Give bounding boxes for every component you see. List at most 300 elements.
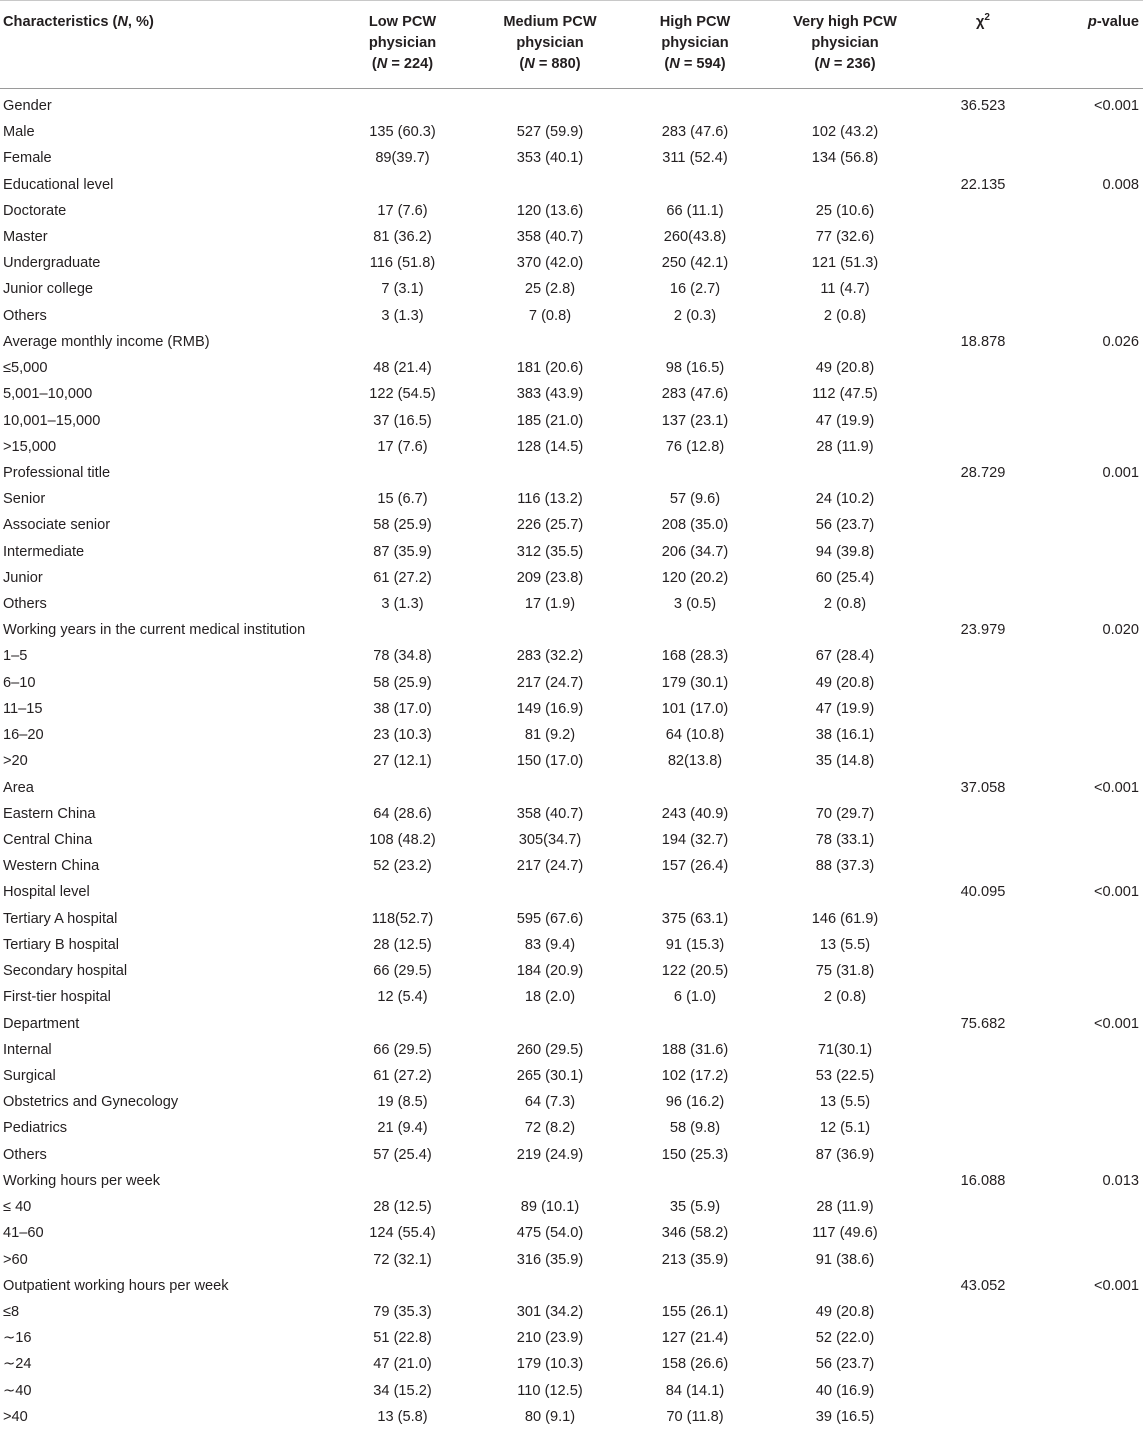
cell-p-value: 0.008 bbox=[1102, 176, 1139, 193]
cell-low-pcw: 58 (25.9) bbox=[373, 674, 432, 691]
row-label: Associate senior bbox=[3, 517, 111, 534]
cell-chi-square: 43.052 bbox=[960, 1277, 1006, 1294]
table-row bbox=[0, 879, 1143, 905]
table-row bbox=[0, 1351, 1143, 1377]
cell-low-pcw: 21 (9.4) bbox=[377, 1120, 428, 1137]
cell-very-high-pcw: 28 (11.9) bbox=[816, 438, 874, 455]
cell-medium-pcw: 110 (12.5) bbox=[517, 1382, 583, 1399]
cell-medium-pcw bbox=[465, 1010, 635, 1036]
cell-very-high-pcw: 52 (22.0) bbox=[815, 1330, 875, 1347]
cell-low-pcw: 7 (3.1) bbox=[381, 281, 424, 298]
cell-p-value bbox=[1031, 1351, 1143, 1377]
cell-medium-pcw bbox=[465, 460, 635, 486]
cell-medium-pcw bbox=[465, 329, 635, 355]
table-row bbox=[0, 1168, 1143, 1194]
cell-p-value bbox=[1031, 512, 1143, 538]
cell-low-pcw: 61 (27.2) bbox=[373, 1067, 432, 1084]
cell-very-high-pcw: 91 (38.6) bbox=[815, 1251, 875, 1268]
table-row bbox=[0, 171, 1143, 197]
cell-chi-square bbox=[935, 355, 1031, 381]
row-label: Western China bbox=[3, 858, 100, 875]
cell-chi-square bbox=[935, 250, 1031, 276]
cell-medium-pcw: 116 (13.2) bbox=[517, 491, 583, 508]
cell-chi-square bbox=[935, 224, 1031, 250]
cell-chi-square bbox=[935, 407, 1031, 433]
cell-very-high-pcw: 39 (16.5) bbox=[815, 1408, 875, 1425]
cell-chi-square bbox=[935, 722, 1031, 748]
cell-low-pcw: 13 (5.8) bbox=[377, 1408, 428, 1425]
cell-high-pcw: 102 (17.2) bbox=[661, 1067, 729, 1084]
cell-low-pcw: 116 (51.8) bbox=[369, 255, 436, 272]
cell-very-high-pcw: 49 (20.8) bbox=[815, 674, 875, 691]
cell-medium-pcw bbox=[465, 171, 635, 197]
cell-medium-pcw: 283 (32.2) bbox=[516, 648, 584, 665]
cell-p-value bbox=[1031, 1220, 1143, 1246]
table-row bbox=[0, 119, 1143, 145]
table-body bbox=[0, 89, 1143, 1430]
cell-medium-pcw: 184 (20.9) bbox=[516, 963, 584, 980]
cell-very-high-pcw: 38 (16.1) bbox=[815, 727, 875, 744]
row-label: 1–5 bbox=[3, 648, 28, 665]
cell-p-value bbox=[1031, 119, 1143, 145]
row-label: Internal bbox=[3, 1041, 52, 1058]
cell-p-value bbox=[1031, 565, 1143, 591]
cell-chi-square: 40.095 bbox=[960, 884, 1006, 901]
cell-medium-pcw: 181 (20.6) bbox=[516, 360, 584, 377]
cell-chi-square: 36.523 bbox=[960, 98, 1006, 114]
cell-very-high-pcw: 25 (10.6) bbox=[815, 202, 875, 219]
cell-chi-square: 18.878 bbox=[960, 333, 1006, 350]
cell-very-high-pcw: 2 (0.8) bbox=[823, 596, 867, 613]
row-label: >40 bbox=[3, 1408, 28, 1425]
cell-high-pcw: 58 (9.8) bbox=[669, 1120, 721, 1137]
cell-low-pcw bbox=[340, 329, 465, 355]
cell-low-pcw: 34 (15.2) bbox=[373, 1382, 432, 1399]
cell-high-pcw: 6 (1.0) bbox=[673, 989, 717, 1006]
cell-very-high-pcw: 146 (61.9) bbox=[811, 910, 879, 927]
table-row bbox=[0, 565, 1143, 591]
cell-p-value: <0.001 bbox=[1093, 884, 1139, 901]
cell-high-pcw: 91 (15.3) bbox=[665, 936, 725, 953]
row-label: ∼16 bbox=[3, 1330, 32, 1347]
cell-high-pcw bbox=[635, 1168, 755, 1194]
cell-high-pcw bbox=[635, 329, 755, 355]
cell-p-value: 0.026 bbox=[1102, 333, 1139, 350]
table-row bbox=[0, 1246, 1143, 1272]
cell-low-pcw: 37 (16.5) bbox=[373, 412, 432, 429]
cell-high-pcw bbox=[635, 617, 755, 643]
row-label: 41–60 bbox=[3, 1225, 44, 1242]
cell-very-high-pcw: 112 (47.5) bbox=[812, 386, 878, 403]
cell-chi-square bbox=[935, 276, 1031, 302]
cell-medium-pcw: 316 (35.9) bbox=[516, 1251, 584, 1268]
cell-medium-pcw bbox=[465, 617, 635, 643]
header-high-pcw: High PCW physician (N = 594) bbox=[635, 1, 755, 89]
cell-chi-square bbox=[935, 1037, 1031, 1063]
cell-very-high-pcw: 47 (19.9) bbox=[815, 700, 875, 717]
cell-p-value bbox=[1031, 1142, 1143, 1168]
cell-low-pcw bbox=[340, 879, 465, 905]
cell-chi-square bbox=[935, 1325, 1031, 1351]
cell-very-high-pcw: 53 (22.5) bbox=[815, 1067, 875, 1084]
table-row bbox=[0, 984, 1143, 1010]
cell-chi-square bbox=[935, 958, 1031, 984]
cell-very-high-pcw bbox=[755, 1010, 935, 1036]
cell-p-value bbox=[1031, 1037, 1143, 1063]
cell-low-pcw: 135 (60.3) bbox=[369, 124, 436, 141]
cell-high-pcw bbox=[635, 460, 755, 486]
cell-low-pcw bbox=[340, 460, 465, 486]
table-row bbox=[0, 539, 1143, 565]
cell-medium-pcw: 81 (9.2) bbox=[524, 727, 576, 744]
header-low-pcw: Low PCW physician (N = 224) bbox=[340, 1, 465, 89]
table-row bbox=[0, 1037, 1143, 1063]
cell-high-pcw bbox=[635, 171, 755, 197]
cell-medium-pcw: 128 (14.5) bbox=[516, 438, 584, 455]
cell-chi-square: 37.058 bbox=[960, 779, 1006, 796]
table-row bbox=[0, 1378, 1143, 1404]
table-row bbox=[0, 145, 1143, 171]
cell-low-pcw: 58 (25.9) bbox=[373, 517, 432, 534]
cell-p-value: 0.020 bbox=[1102, 622, 1139, 639]
cell-p-value bbox=[1031, 958, 1143, 984]
cell-low-pcw: 81 (36.2) bbox=[373, 228, 432, 245]
cell-p-value bbox=[1031, 145, 1143, 171]
cell-p-value bbox=[1031, 355, 1143, 381]
cell-very-high-pcw bbox=[755, 879, 935, 905]
cell-chi-square: 28.729 bbox=[960, 464, 1006, 481]
row-label: Doctorate bbox=[3, 202, 67, 219]
header-medium-pcw: Medium PCW physician (N = 880) bbox=[465, 1, 635, 89]
table-row bbox=[0, 276, 1143, 302]
header-very-high-pcw: Very high PCW physician (N = 236) bbox=[755, 1, 935, 89]
cell-very-high-pcw: 134 (56.8) bbox=[811, 150, 879, 167]
table-row bbox=[0, 381, 1143, 407]
table-row bbox=[0, 1194, 1143, 1220]
cell-chi-square: 75.682 bbox=[960, 1015, 1006, 1032]
cell-low-pcw: 66 (29.5) bbox=[373, 1041, 432, 1058]
row-label: Master bbox=[3, 228, 48, 245]
row-label: Working hours per week bbox=[3, 1172, 161, 1189]
cell-low-pcw: 118(52.7) bbox=[371, 910, 434, 927]
cell-low-pcw: 28 (12.5) bbox=[373, 936, 432, 953]
cell-very-high-pcw: 2 (0.8) bbox=[823, 307, 867, 324]
cell-low-pcw: 12 (5.4) bbox=[377, 989, 428, 1006]
table-row bbox=[0, 1089, 1143, 1115]
table-header bbox=[0, 1, 1143, 89]
row-label: Eastern China bbox=[3, 805, 96, 822]
cell-medium-pcw: 83 (9.4) bbox=[524, 936, 576, 953]
cell-chi-square bbox=[935, 1246, 1031, 1272]
cell-high-pcw: 150 (25.3) bbox=[661, 1146, 729, 1163]
cell-p-value bbox=[1031, 1115, 1143, 1141]
cell-very-high-pcw: 47 (19.9) bbox=[815, 412, 875, 429]
cell-very-high-pcw: 56 (23.7) bbox=[815, 1356, 875, 1373]
cell-p-value: <0.001 bbox=[1093, 1015, 1139, 1032]
cell-very-high-pcw: 78 (33.1) bbox=[815, 832, 875, 849]
row-label: Central China bbox=[3, 832, 93, 849]
row-label: 11–15 bbox=[3, 700, 43, 717]
cell-p-value bbox=[1031, 827, 1143, 853]
cell-chi-square bbox=[935, 198, 1031, 224]
cell-high-pcw bbox=[635, 89, 755, 120]
cell-medium-pcw: 358 (40.7) bbox=[516, 228, 584, 245]
cell-low-pcw: 15 (6.7) bbox=[377, 491, 428, 508]
table-row bbox=[0, 1115, 1143, 1141]
cell-high-pcw: 101 (17.0) bbox=[661, 700, 729, 717]
cell-medium-pcw: 595 (67.6) bbox=[516, 910, 584, 927]
cell-p-value bbox=[1031, 303, 1143, 329]
cell-medium-pcw: 64 (7.3) bbox=[524, 1094, 576, 1111]
cell-chi-square bbox=[935, 565, 1031, 591]
row-label: Secondary hospital bbox=[3, 963, 128, 980]
cell-chi-square: 22.135 bbox=[960, 176, 1006, 193]
row-label: Undergraduate bbox=[3, 255, 101, 272]
cell-high-pcw: 194 (32.7) bbox=[661, 832, 729, 849]
cell-very-high-pcw bbox=[755, 1168, 935, 1194]
cell-very-high-pcw bbox=[755, 774, 935, 800]
cell-low-pcw bbox=[340, 1010, 465, 1036]
cell-p-value bbox=[1031, 1299, 1143, 1325]
cell-very-high-pcw: 24 (10.2) bbox=[815, 491, 875, 508]
cell-very-high-pcw: 88 (37.3) bbox=[815, 858, 875, 875]
row-label: Working years in the current medical institution bbox=[3, 622, 306, 639]
table-row bbox=[0, 1325, 1143, 1351]
cell-chi-square bbox=[935, 906, 1031, 932]
cell-very-high-pcw: 87 (36.9) bbox=[815, 1146, 875, 1163]
table-row bbox=[0, 434, 1143, 460]
cell-p-value bbox=[1031, 696, 1143, 722]
cell-chi-square bbox=[935, 1142, 1031, 1168]
table-row bbox=[0, 250, 1143, 276]
cell-chi-square bbox=[935, 748, 1031, 774]
row-label: Educational level bbox=[3, 176, 114, 193]
cell-p-value bbox=[1031, 643, 1143, 669]
cell-p-value bbox=[1031, 748, 1143, 774]
cell-high-pcw: 64 (10.8) bbox=[665, 727, 725, 744]
cell-low-pcw: 38 (17.0) bbox=[373, 700, 432, 717]
cell-p-value bbox=[1031, 381, 1143, 407]
table-row bbox=[0, 1299, 1143, 1325]
table-row bbox=[0, 748, 1143, 774]
row-label: 5,001–10,000 bbox=[3, 386, 93, 403]
row-label: Others bbox=[3, 307, 47, 324]
cell-chi-square bbox=[935, 643, 1031, 669]
cell-high-pcw: 57 (9.6) bbox=[669, 491, 721, 508]
cell-chi-square bbox=[935, 303, 1031, 329]
table-row bbox=[0, 329, 1143, 355]
cell-chi-square bbox=[935, 1089, 1031, 1115]
table-row bbox=[0, 906, 1143, 932]
cell-medium-pcw: 149 (16.9) bbox=[516, 700, 584, 717]
cell-very-high-pcw bbox=[755, 171, 935, 197]
cell-high-pcw: 82(13.8) bbox=[667, 753, 723, 770]
cell-medium-pcw: 217 (24.7) bbox=[516, 674, 584, 691]
cell-p-value bbox=[1031, 722, 1143, 748]
cell-medium-pcw: 226 (25.7) bbox=[516, 517, 584, 534]
table-row bbox=[0, 198, 1143, 224]
row-label: Outpatient working hours per week bbox=[3, 1277, 229, 1294]
cell-chi-square bbox=[935, 670, 1031, 696]
table-row bbox=[0, 722, 1143, 748]
cell-very-high-pcw: 102 (43.2) bbox=[811, 124, 879, 141]
cell-chi-square bbox=[935, 1378, 1031, 1404]
cell-p-value bbox=[1031, 250, 1143, 276]
cell-medium-pcw: 179 (10.3) bbox=[516, 1356, 584, 1373]
row-label: Junior college bbox=[3, 281, 94, 298]
table-row bbox=[0, 1063, 1143, 1089]
row-label: Tertiary A hospital bbox=[3, 910, 118, 927]
row-label: ≤5,000 bbox=[3, 360, 48, 377]
table-row bbox=[0, 1404, 1143, 1430]
table-row bbox=[0, 643, 1143, 669]
cell-medium-pcw: 353 (40.1) bbox=[516, 150, 584, 167]
cell-very-high-pcw: 28 (11.9) bbox=[816, 1199, 874, 1216]
cell-high-pcw: 188 (31.6) bbox=[661, 1041, 729, 1058]
row-label: ∼40 bbox=[3, 1382, 32, 1399]
table-row bbox=[0, 1273, 1143, 1299]
cell-high-pcw: 213 (35.9) bbox=[661, 1251, 729, 1268]
row-label: Gender bbox=[3, 98, 52, 114]
cell-low-pcw: 27 (12.1) bbox=[373, 753, 432, 770]
row-label: Intermediate bbox=[3, 543, 85, 560]
cell-low-pcw: 3 (1.3) bbox=[381, 596, 424, 613]
cell-low-pcw: 108 (48.2) bbox=[369, 832, 436, 849]
cell-low-pcw: 122 (54.5) bbox=[369, 386, 436, 403]
cell-medium-pcw bbox=[465, 774, 635, 800]
cell-low-pcw: 23 (10.3) bbox=[373, 727, 432, 744]
row-label: ≤ 40 bbox=[3, 1199, 32, 1216]
cell-high-pcw: 127 (21.4) bbox=[661, 1330, 729, 1347]
cell-high-pcw: 2 (0.3) bbox=[673, 307, 717, 324]
cell-very-high-pcw: 71(30.1) bbox=[817, 1041, 873, 1058]
cell-high-pcw: 375 (63.1) bbox=[661, 910, 729, 927]
cell-low-pcw bbox=[340, 1273, 465, 1299]
cell-medium-pcw: 17 (1.9) bbox=[524, 596, 576, 613]
cell-very-high-pcw bbox=[755, 1273, 935, 1299]
cell-chi-square bbox=[935, 853, 1031, 879]
cell-high-pcw: 250 (42.1) bbox=[661, 255, 729, 272]
table-row bbox=[0, 617, 1143, 643]
cell-high-pcw: 158 (26.6) bbox=[661, 1356, 729, 1373]
cell-p-value bbox=[1031, 932, 1143, 958]
table-row bbox=[0, 827, 1143, 853]
cell-high-pcw: 311 (52.4) bbox=[662, 150, 728, 167]
table-row bbox=[0, 670, 1143, 696]
cell-medium-pcw: 150 (17.0) bbox=[516, 753, 584, 770]
table-row bbox=[0, 224, 1143, 250]
cell-low-pcw: 64 (28.6) bbox=[373, 805, 432, 822]
cell-medium-pcw bbox=[465, 89, 635, 120]
cell-chi-square bbox=[935, 827, 1031, 853]
cell-high-pcw: 122 (20.5) bbox=[661, 963, 729, 980]
cell-chi-square bbox=[935, 434, 1031, 460]
cell-low-pcw: 79 (35.3) bbox=[373, 1303, 432, 1320]
cell-p-value bbox=[1031, 1404, 1143, 1430]
cell-high-pcw: 155 (26.1) bbox=[661, 1303, 729, 1320]
cell-p-value bbox=[1031, 407, 1143, 433]
cell-medium-pcw: 185 (21.0) bbox=[516, 412, 584, 429]
cell-p-value bbox=[1031, 906, 1143, 932]
cell-very-high-pcw: 49 (20.8) bbox=[815, 1303, 875, 1320]
row-label: Pediatrics bbox=[3, 1120, 68, 1137]
cell-medium-pcw: 305(34.7) bbox=[518, 832, 582, 849]
cell-chi-square bbox=[935, 1351, 1031, 1377]
cell-low-pcw: 124 (55.4) bbox=[369, 1225, 436, 1242]
table-row bbox=[0, 512, 1143, 538]
row-label: >60 bbox=[3, 1251, 28, 1268]
cell-chi-square bbox=[935, 591, 1031, 617]
cell-chi-square bbox=[935, 486, 1031, 512]
cell-p-value bbox=[1031, 1246, 1143, 1272]
cell-low-pcw: 47 (21.0) bbox=[373, 1356, 432, 1373]
cell-p-value bbox=[1031, 434, 1143, 460]
cell-p-value bbox=[1031, 1063, 1143, 1089]
table-row bbox=[0, 1142, 1143, 1168]
cell-high-pcw: 346 (58.2) bbox=[661, 1225, 729, 1242]
table-row bbox=[0, 355, 1143, 381]
header-chi-square: $\chi^2$ bbox=[935, 1, 1031, 89]
row-label: Junior bbox=[3, 569, 43, 586]
row-label: Hospital level bbox=[3, 884, 90, 901]
cell-medium-pcw bbox=[465, 879, 635, 905]
cell-low-pcw: 87 (35.9) bbox=[373, 543, 432, 560]
cell-very-high-pcw: 56 (23.7) bbox=[815, 517, 875, 534]
row-label: First-tier hospital bbox=[3, 989, 111, 1006]
cell-high-pcw: 157 (26.4) bbox=[661, 858, 729, 875]
row-label: >20 bbox=[3, 753, 28, 770]
cell-medium-pcw: 72 (8.2) bbox=[524, 1120, 576, 1137]
cell-very-high-pcw: 49 (20.8) bbox=[815, 360, 875, 377]
cell-medium-pcw: 210 (23.9) bbox=[516, 1330, 584, 1347]
cell-medium-pcw: 383 (43.9) bbox=[516, 386, 584, 403]
cell-high-pcw: 66 (11.1) bbox=[666, 202, 724, 219]
cell-low-pcw: 17 (7.6) bbox=[377, 438, 428, 455]
cell-low-pcw bbox=[340, 89, 465, 120]
cell-low-pcw: 78 (34.8) bbox=[373, 648, 432, 665]
cell-p-value bbox=[1031, 539, 1143, 565]
cell-p-value bbox=[1031, 1378, 1143, 1404]
cell-medium-pcw: 209 (23.8) bbox=[516, 569, 584, 586]
cell-high-pcw: 70 (11.8) bbox=[666, 1408, 724, 1425]
cell-low-pcw: 57 (25.4) bbox=[373, 1146, 432, 1163]
cell-medium-pcw: 265 (30.1) bbox=[516, 1067, 584, 1084]
row-label: Area bbox=[3, 779, 34, 796]
cell-p-value bbox=[1031, 198, 1143, 224]
cell-medium-pcw: 89 (10.1) bbox=[520, 1199, 580, 1216]
cell-p-value bbox=[1031, 984, 1143, 1010]
cell-high-pcw: 76 (12.8) bbox=[665, 438, 725, 455]
row-label: Surgical bbox=[3, 1067, 56, 1084]
cell-p-value: <0.001 bbox=[1093, 1277, 1139, 1294]
cell-medium-pcw: 120 (13.6) bbox=[516, 202, 584, 219]
cell-medium-pcw: 80 (9.1) bbox=[524, 1408, 576, 1425]
cell-chi-square bbox=[935, 381, 1031, 407]
table-row bbox=[0, 486, 1143, 512]
row-label: ∼24 bbox=[3, 1356, 32, 1373]
cell-high-pcw: 206 (34.7) bbox=[661, 543, 729, 560]
cell-p-value bbox=[1031, 1089, 1143, 1115]
cell-low-pcw: 48 (21.4) bbox=[373, 360, 432, 377]
cell-high-pcw: 84 (14.1) bbox=[665, 1382, 725, 1399]
cell-chi-square bbox=[935, 1404, 1031, 1430]
cell-p-value bbox=[1031, 853, 1143, 879]
cell-very-high-pcw: 67 (28.4) bbox=[815, 648, 875, 665]
cell-chi-square bbox=[935, 1299, 1031, 1325]
cell-medium-pcw: 18 (2.0) bbox=[524, 989, 576, 1006]
cell-low-pcw: 61 (27.2) bbox=[373, 569, 432, 586]
table-row bbox=[0, 89, 1143, 120]
